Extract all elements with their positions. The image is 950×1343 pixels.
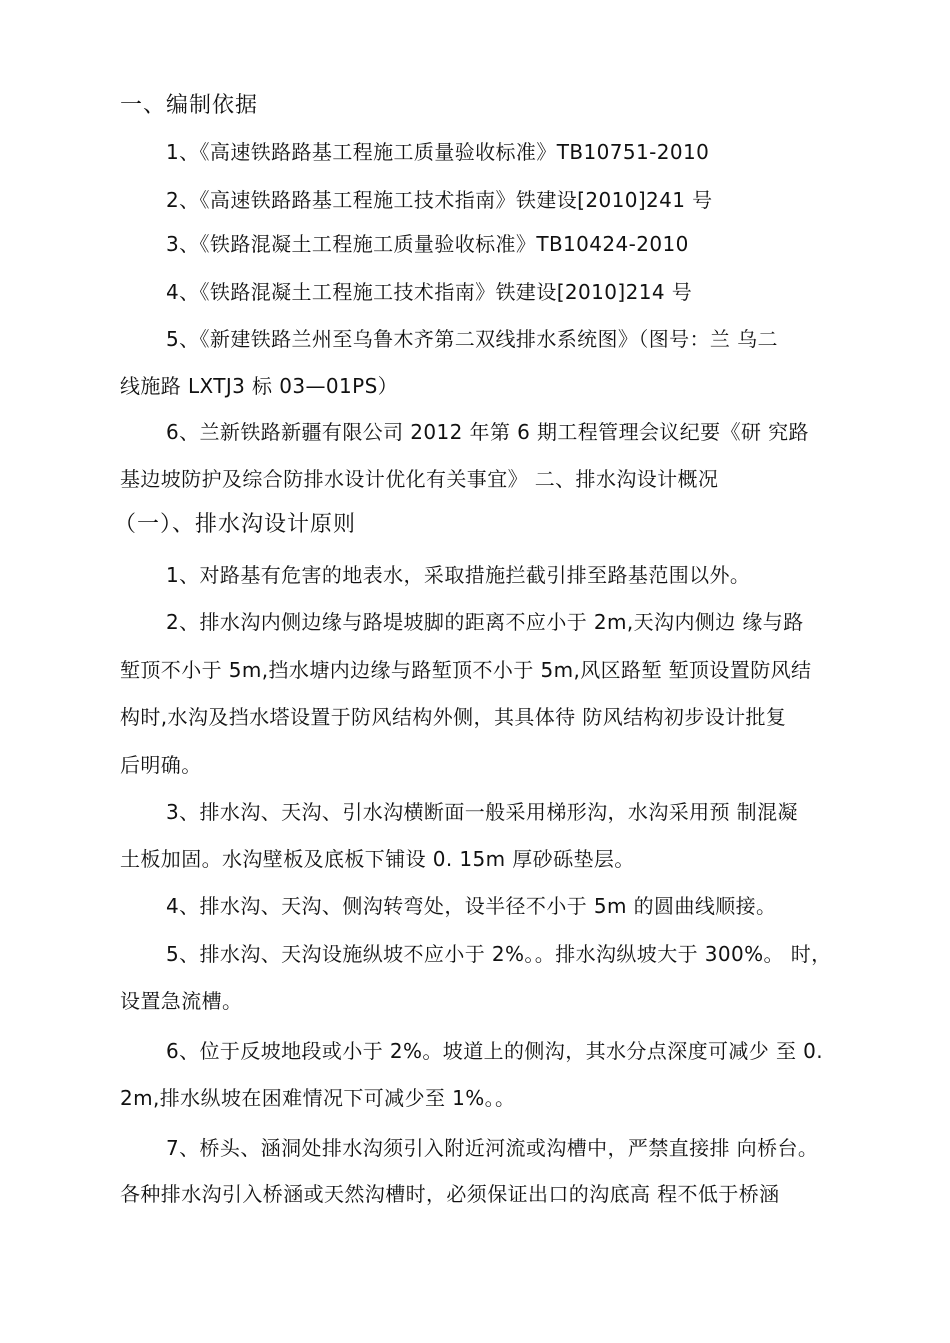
basis-item-2: 2、《高速铁路路基工程施工技术指南》铁建设[2010]241 号 [166,188,713,212]
principle-5: 5、排水沟、天沟设施纵坡不应小于 2%。。排水沟纵坡大于 300%。 时， [166,942,832,966]
principle-3: 3、排水沟、天沟、引水沟横断面一般采用梯形沟，水沟采用预 制混凝 [166,800,798,824]
basis-item-5: 5、《新建铁路兰州至乌鲁木齐第二双线排水系统图》（图号：兰 乌二 [166,327,778,351]
principle-7-line-2: 各种排水沟引入桥涵或天然沟槽时，必须保证出口的沟底高 程不低于桥涵 [120,1182,780,1206]
basis-item-6-continued: 基边坡防护及综合防排水设计优化有关事宜》 二、排水沟设计概况 [120,467,719,491]
basis-item-4: 4、《铁路混凝土工程施工技术指南》铁建设[2010]214 号 [166,280,693,304]
principle-3-line-2: 土板加固。水沟壁板及底板下铺设 0. 15m 厚砂砾垫层。 [120,847,635,871]
basis-item-3: 3、《铁路混凝土工程施工质量验收标准》TB10424-2010 [166,232,689,256]
basis-item-6: 6、兰新铁路新疆有限公司 2012 年第 6 期工程管理会议纪要《研 究路 [166,420,809,444]
basis-item-5-continued: 线施路 LXTJ3 标 03—01PS） [120,374,399,398]
principle-4: 4、排水沟、天沟、侧沟转弯处，设半径不小于 5m 的圆曲线顺接。 [166,894,777,918]
principle-2-line-3: 构时,水沟及挡水塔设置于防风结构外侧，其具体待 防风结构初步设计批复 [120,705,787,729]
principle-6-line-2: 2m,排水纵坡在困难情况下可减少至 1%。。 [120,1086,516,1110]
principle-1: 1、对路基有危害的地表水，采取措施拦截引排至路基范围以外。 [166,563,751,587]
principle-7: 7、桥头、涵洞处排水沟须引入附近河流或沟槽中，严禁直接排 向桥台。 [166,1136,819,1160]
principle-5-line-2: 设置急流槽。 [120,989,243,1013]
basis-item-1: 1、《高速铁路路基工程施工质量验收标准》TB10751-2010 [166,140,710,164]
principle-6: 6、位于反坡地段或小于 2%。坡道上的侧沟，其水分点深度可减少 至 0. [166,1039,824,1063]
principle-2: 2、排水沟内侧边缘与路堤坡脚的距离不应小于 2m,天沟内侧边 缘与路 [166,610,804,634]
section-heading-basis: 一、编制依据 [120,93,259,118]
subsection-heading-principles: （一）、排水沟设计原则 [114,512,357,537]
principle-2-line-4: 后明确。 [120,753,202,777]
principle-2-line-2: 堑顶不小于 5m,挡水塘内边缘与路堑顶不小于 5m,风区路堑 堑顶设置防风结 [120,658,812,682]
